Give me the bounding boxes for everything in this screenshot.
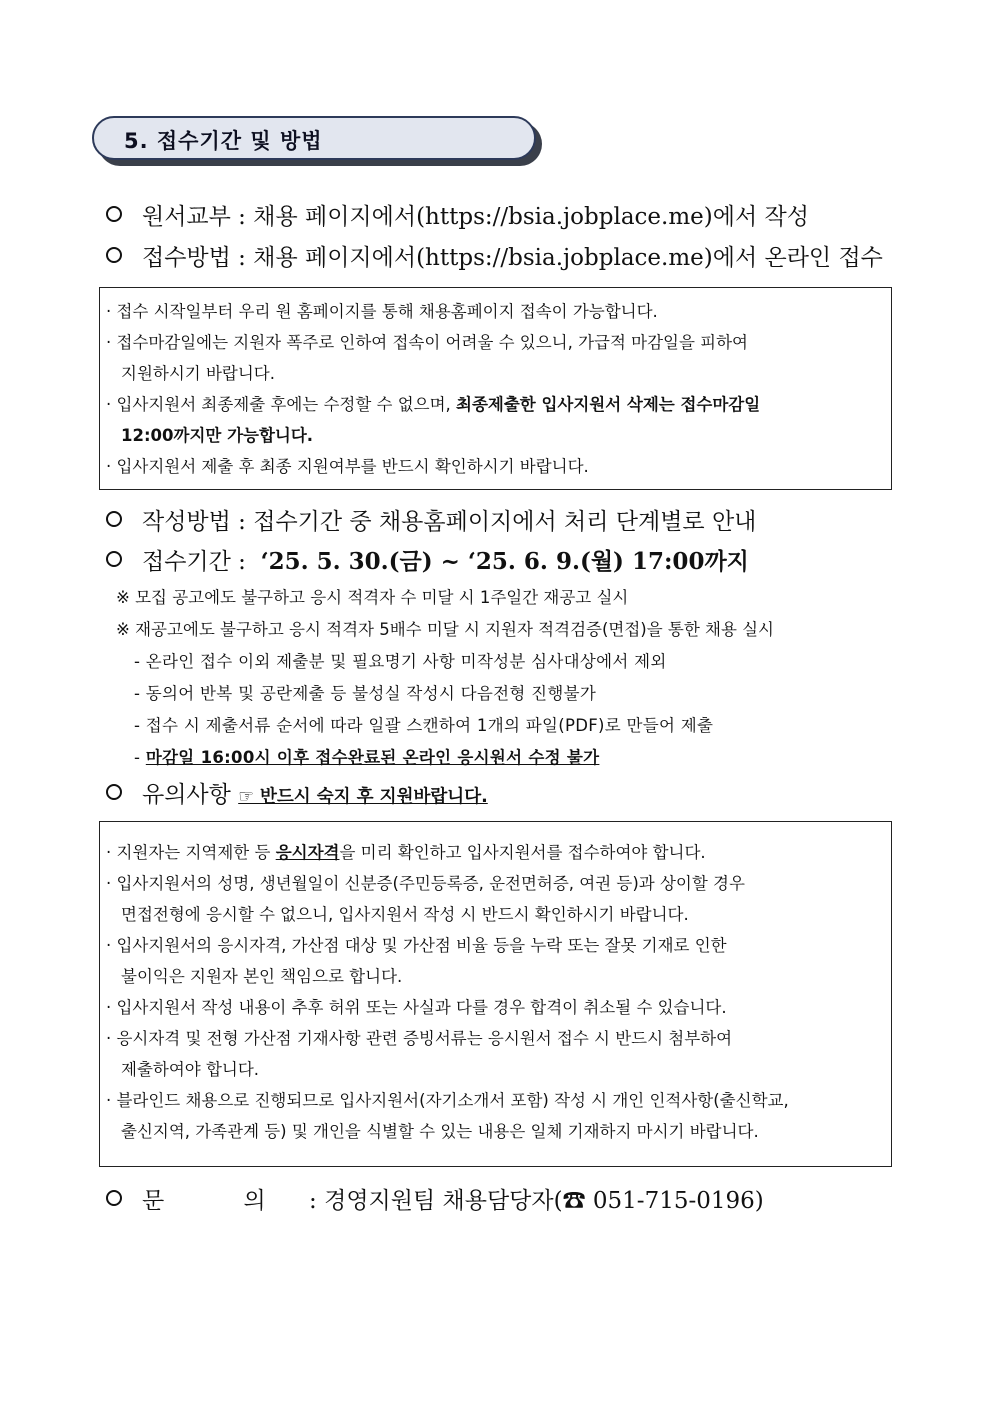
item-label: 작성방법 [142,509,231,535]
circle-bullet-icon [106,247,122,263]
circle-bullet-icon [106,511,122,527]
box1-line-4: · 입사지원서 제출 후 최종 지원여부를 반드시 확인하시기 바랍니다. [106,457,589,476]
notice-box-2 [99,821,892,1167]
item-text: 접수기간 중 채용홈페이지에서 처리 단계별로 안내 [253,509,757,535]
circle-bullet-icon [106,206,122,222]
caution-text: ☞ 반드시 숙지 후 지원바랍니다. [238,787,488,807]
box2-line-3: · 입사지원서의 응시자격, 가산점 대상 및 가산점 비율 등을 누락 또는 잘못 기재로 인한 [106,936,727,955]
box2-line-1-bold: 응시자격 [275,843,340,862]
box1-line-3 [106,389,881,420]
section-title-banner [92,116,542,166]
item-contact: 문 의 : 경영지원팀 채용담당자(☎ 051-715-0196) [106,1182,764,1215]
box2-line-6b: 출신지역, 가족관계 등) 및 개인을 식별할 수 있는 내용은 일체 기재하지 마시기 바랍니다. [121,1122,759,1141]
box2-line-2b: 면접전형에 응시할 수 없으니, 입사지원서 작성 시 반드시 확인하시기 바랍니다. [121,905,689,924]
item-text: 경영지원팀 채용담당자(☎ 051-715-0196) [324,1188,764,1214]
section-title: 5. 접수기간 및 방법 [124,129,323,153]
item-text: 채용 페이지에서(https://bsia.jobplace.me)에서 온라인 접수 [253,245,883,271]
box1-line-3-bold: 최종제출한 입사지원서 삭제는 접수마감일 [456,395,761,414]
item-period: 접수기간 : ‘25. 5. 30.(금) ~ ‘25. 6. 9.(월) 17:00까지 [106,543,749,576]
item-label: 접수방법 [142,245,231,271]
item-text: 채용 페이지에서(https://bsia.jobplace.me)에서 작성 [253,204,809,230]
dash-2: - 동의어 반복 및 공란제출 등 불성실 작성시 다음전형 진행불가 [134,684,597,703]
circle-bullet-icon [106,551,122,567]
box2-line-1 [106,837,881,868]
item-text: ‘25. 5. 30.(금) ~ ‘25. 6. 9.(월) 17:00까지 [260,548,749,575]
item-label: 유의사항 [142,782,231,808]
item-method: 접수방법 : 채용 페이지에서(https://bsia.jobplace.me)에서 온라인 접수 [106,239,883,272]
circle-bullet-icon [106,1190,122,1206]
note-1: ※ 모집 공고에도 불구하고 응시 적격자 수 미달 시 1주일간 재공고 실시 [116,588,629,607]
dash-3: - 접수 시 제출서류 순서에 따라 일괄 스캔하여 1개의 파일(PDF)로 만들어 제출 [134,716,714,735]
box2-line-5b: 제출하여야 합니다. [121,1060,260,1079]
dash-4-prefix: - [134,748,146,767]
box2-line-1b: 을 미리 확인하고 입사지원서를 접수하여야 합니다. [339,843,706,862]
item-label: 원서교부 [142,204,231,230]
box2-line-1a: · 지원자는 지역제한 등 [106,843,276,862]
dash-4 [134,744,599,768]
box2-line-5: · 응시자격 및 전형 가산점 기재사항 관련 증빙서류는 응시원서 접수 시 반드시 첨부하여 [106,1029,733,1048]
box2-line-3b: 불이익은 지원자 본인 책임으로 합니다. [121,967,403,986]
box2-line-4: · 입사지원서 작성 내용이 추후 허위 또는 사실과 다를 경우 합격이 취소될 수 있습니다. [106,998,727,1017]
circle-bullet-icon [106,784,122,800]
box1-line-3a: · 입사지원서 최종제출 후에는 수정할 수 없으며, [106,395,457,414]
dash-4-text: 마감일 16:00시 이후 접수완료된 온라인 응시원서 수정 불가 [145,748,600,767]
notice-box-1 [99,287,892,490]
item-label: 접수기간 [142,549,231,575]
note-2: ※ 재공고에도 불구하고 응시 적격자 5배수 미달 시 지원자 적격검증(면접)을 통한 채용 실시 [116,620,775,639]
item-write: 작성방법 : 접수기간 중 채용홈페이지에서 처리 단계별로 안내 [106,503,756,536]
box1-line-1: · 접수 시작일부터 우리 원 홈페이지를 통해 채용홈페이지 접속이 가능합니다. [106,302,658,321]
box1-line-2: · 접수마감일에는 지원자 폭주로 인하여 접속이 어려울 수 있으니, 가급적 마감일을 피하여 [106,333,748,352]
dash-1: - 온라인 접수 이외 제출분 및 필요명기 사항 미작성분 심사대상에서 제외 [134,652,667,671]
box2-line-6: · 블라인드 채용으로 진행되므로 입사지원서(자기소개서 포함) 작성 시 개인 인적사항(출신학교, [106,1091,789,1110]
item-wonseo: 원서교부 : 채용 페이지에서(https://bsia.jobplace.me)에서 작성 [106,198,809,231]
box1-line-3b: 12:00까지만 가능합니다. [121,426,314,445]
box1-line-2b: 지원하시기 바랍니다. [121,364,275,383]
box2-line-2: · 입사지원서의 성명, 생년월일이 신분증(주민등록증, 운전면허증, 여권 등)과 상이할 경우 [106,874,745,893]
item-caution [106,776,488,809]
item-label: 문 의 [142,1188,302,1214]
